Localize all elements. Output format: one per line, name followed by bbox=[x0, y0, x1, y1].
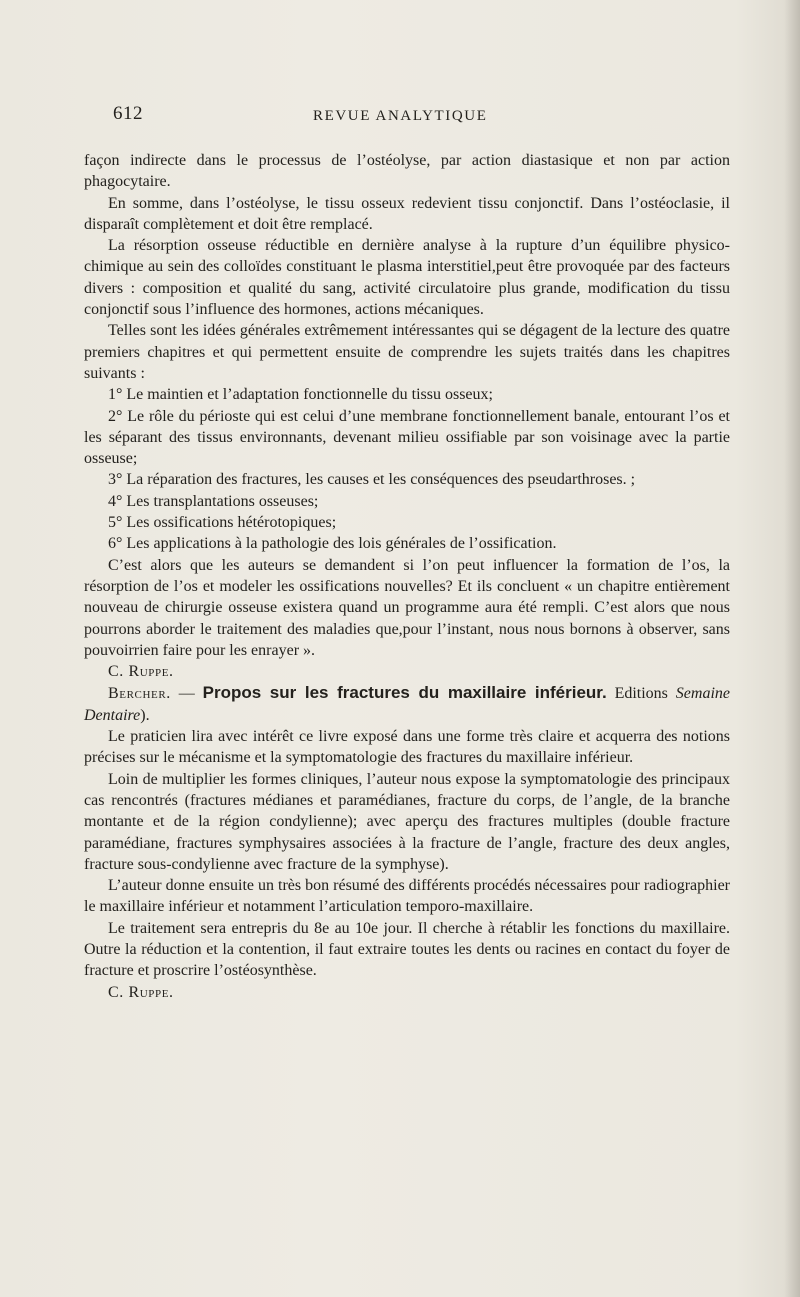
paragraph: Le traitement sera entrepris du 8e au 10e jour. Il cherche à rétablir les fonctions du maxillaire. Outre la réduction et la contention, il faut extraire toutes les dents ou racines en contact du foyer de fracture et proscrire l’ostéosynthèse. bbox=[84, 919, 730, 980]
paragraph: Le praticien lira avec intérêt ce livre exposé dans une forme très claire et acquerra des notions précises sur le mécanisme et la symptomatologie des fractures du maxillaire inférieur. bbox=[84, 728, 730, 767]
signature: C. Ruppe. bbox=[108, 663, 174, 681]
list-item: 6° Les applications à la pathologie des lois générales de l’ossification. bbox=[108, 535, 557, 553]
list-item: 1° Le maintien et l’adaptation fonctionnelle du tissu osseux; bbox=[108, 386, 493, 404]
review-title: Propos sur les fractures du maxillaire inférieur. bbox=[202, 683, 607, 703]
paragraph: Loin de multiplier les formes cliniques, l’auteur nous expose la symptomatologie des principaux cas rencontrés (fractures médianes et paramédianes, fracture du corps, de l’angle, de la branche montante et de la région condylienne); avec aperçu des fractures multiples (double fracture paramédiane, fractures symphysaires associées à la fracture de l’angle, fracture des deux angles, fracture sous-condylienne avec fracture de la symphyse). bbox=[84, 770, 730, 873]
list-item: 4° Les transplantations osseuses; bbox=[108, 492, 319, 510]
heading-dash: — bbox=[170, 685, 203, 703]
paragraph: En somme, dans l’ostéolyse, le tissu osseux redevient tissu conjonctif. Dans l’ostéoclasie, il disparaît complètement et doit être remplacé. bbox=[84, 194, 730, 233]
page-body bbox=[84, 150, 730, 1003]
paragraph: C’est alors que les auteurs se demandent si l’on peut influencer la formation de l’os, la résorption de l’os et modeler les ossifications nouvelles? Et ils concluent « un chapitre entièrement nouveau de chirurgie osseuse existera quand un programme aura été rempli. C’est alors que nous pourrons aborder le traitement des maladies que,pour l’instant, nous nous bornons à observer, sans pouvoirrien faire pour les enrayer ». bbox=[84, 556, 730, 659]
running-title: REVUE ANALYTIQUE bbox=[313, 108, 488, 124]
signature: C. Ruppe. bbox=[108, 983, 174, 1001]
review-author: Bercher. bbox=[108, 685, 171, 703]
edition-name: Semaine Dentaire bbox=[84, 685, 730, 724]
paragraph: L’auteur donne ensuite un très bon résumé des différents procédés nécessaires pour radiographier le maxillaire inférieur et notamment l’articulation temporo-maxillaire. bbox=[84, 877, 731, 916]
edition-suffix: ). bbox=[140, 706, 150, 724]
review-heading bbox=[84, 682, 730, 726]
list-item: 3° La réparation des fractures, les causes et les conséquences des pseudarthroses. ; bbox=[108, 471, 636, 489]
paragraph: La résorption osseuse réductible en dernière analyse à la rupture d’un équilibre physico-chimique au sein des colloïdes constituant le plasma interstitiel,peut être provoquée par des facteurs divers : composition et qualité du sang, activité circulatoire plus grande, modification du tissu conjonctif sous l’influence des hormones, actions mécaniques. bbox=[84, 237, 730, 319]
page-number: 612 bbox=[113, 103, 143, 124]
page-edge-shadow bbox=[784, 0, 800, 1297]
list-item: 5° Les ossifications hétérotopiques; bbox=[108, 514, 337, 532]
paragraph: Telles sont les idées générales extrêmement intéressantes qui se dégagent de la lecture des quatre premiers chapitres et qui permettent ensuite de comprendre les sujets traités dans les chapitres suivants : bbox=[84, 322, 730, 382]
paragraph: façon indirecte dans le processus de l’ostéolyse, par action diastasique et non par action phagocytaire. bbox=[84, 152, 730, 191]
list-item: 2° Le rôle du périoste qui est celui d’une membrane fonctionnellement banale, entourant l’os et les séparant des tissus environnants, devenant milieu ossifiable par son voisinage avec la partie osseuse; bbox=[84, 407, 730, 468]
edition-prefix: Editions bbox=[606, 685, 676, 703]
